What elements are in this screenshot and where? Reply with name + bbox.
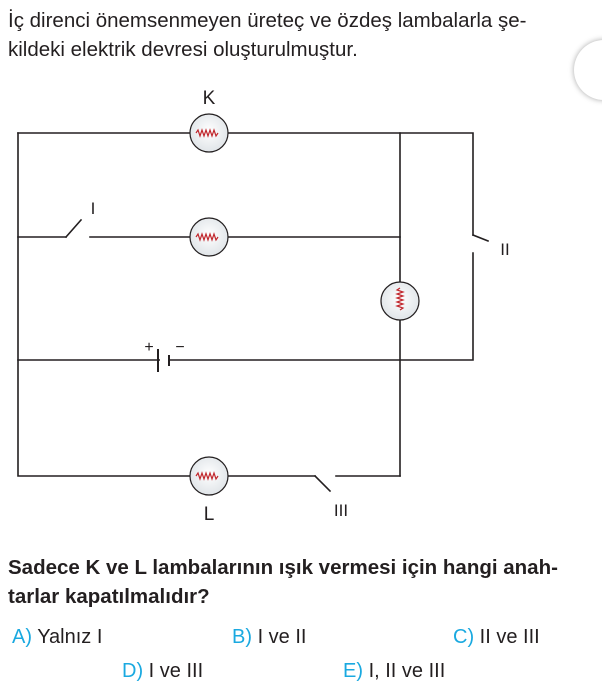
option-e-text: I, II ve III <box>368 660 446 682</box>
lamp-k-label: K <box>202 88 216 109</box>
switch-iii-blade <box>315 476 330 491</box>
lamp-k <box>190 114 228 152</box>
option-a[interactable] <box>12 624 102 650</box>
wire-left-rail <box>18 133 189 476</box>
question-text <box>8 553 598 611</box>
option-b-text: I ve II <box>257 626 307 648</box>
battery-minus-label: − <box>175 339 185 356</box>
option-e[interactable] <box>343 658 445 684</box>
question-line-1: Sadece K ve L lambalarının ışık vermesi için hangi anah- <box>8 556 558 579</box>
switch-i-blade <box>66 220 81 237</box>
switch-iii-label: III <box>333 501 349 520</box>
switch-ii-label: II <box>500 240 510 259</box>
lamp-l-label: L <box>203 504 215 525</box>
option-a-letter: A) <box>12 626 32 648</box>
battery-plus-label: + <box>144 339 154 356</box>
question-line-2: tarlar kapatılmalıdır? <box>8 585 210 608</box>
option-d-letter: D) <box>122 660 144 682</box>
lamp-right-vertical <box>381 282 419 320</box>
problem-statement-line-1: İç direnci önemsenmeyen üreteç ve özdeş lambalarla şe- <box>8 9 527 32</box>
option-b[interactable] <box>232 624 306 650</box>
option-c[interactable] <box>453 624 540 650</box>
lamp-l <box>190 457 228 495</box>
switch-ii-blade <box>473 235 488 241</box>
option-d-text: I ve III <box>148 660 204 682</box>
switch-i-label: I <box>90 199 96 218</box>
option-c-letter: C) <box>453 626 475 648</box>
option-d[interactable] <box>122 658 203 684</box>
problem-statement-line-2: kildeki elektrik devresi oluşturulmuştur. <box>8 38 358 61</box>
option-c-text: II ve III <box>479 626 540 648</box>
wire-top-right <box>229 133 473 235</box>
option-a-text: Yalnız I <box>37 626 103 648</box>
option-e-letter: E) <box>343 660 363 682</box>
lamp-middle <box>190 218 228 256</box>
option-b-letter: B) <box>232 626 252 648</box>
